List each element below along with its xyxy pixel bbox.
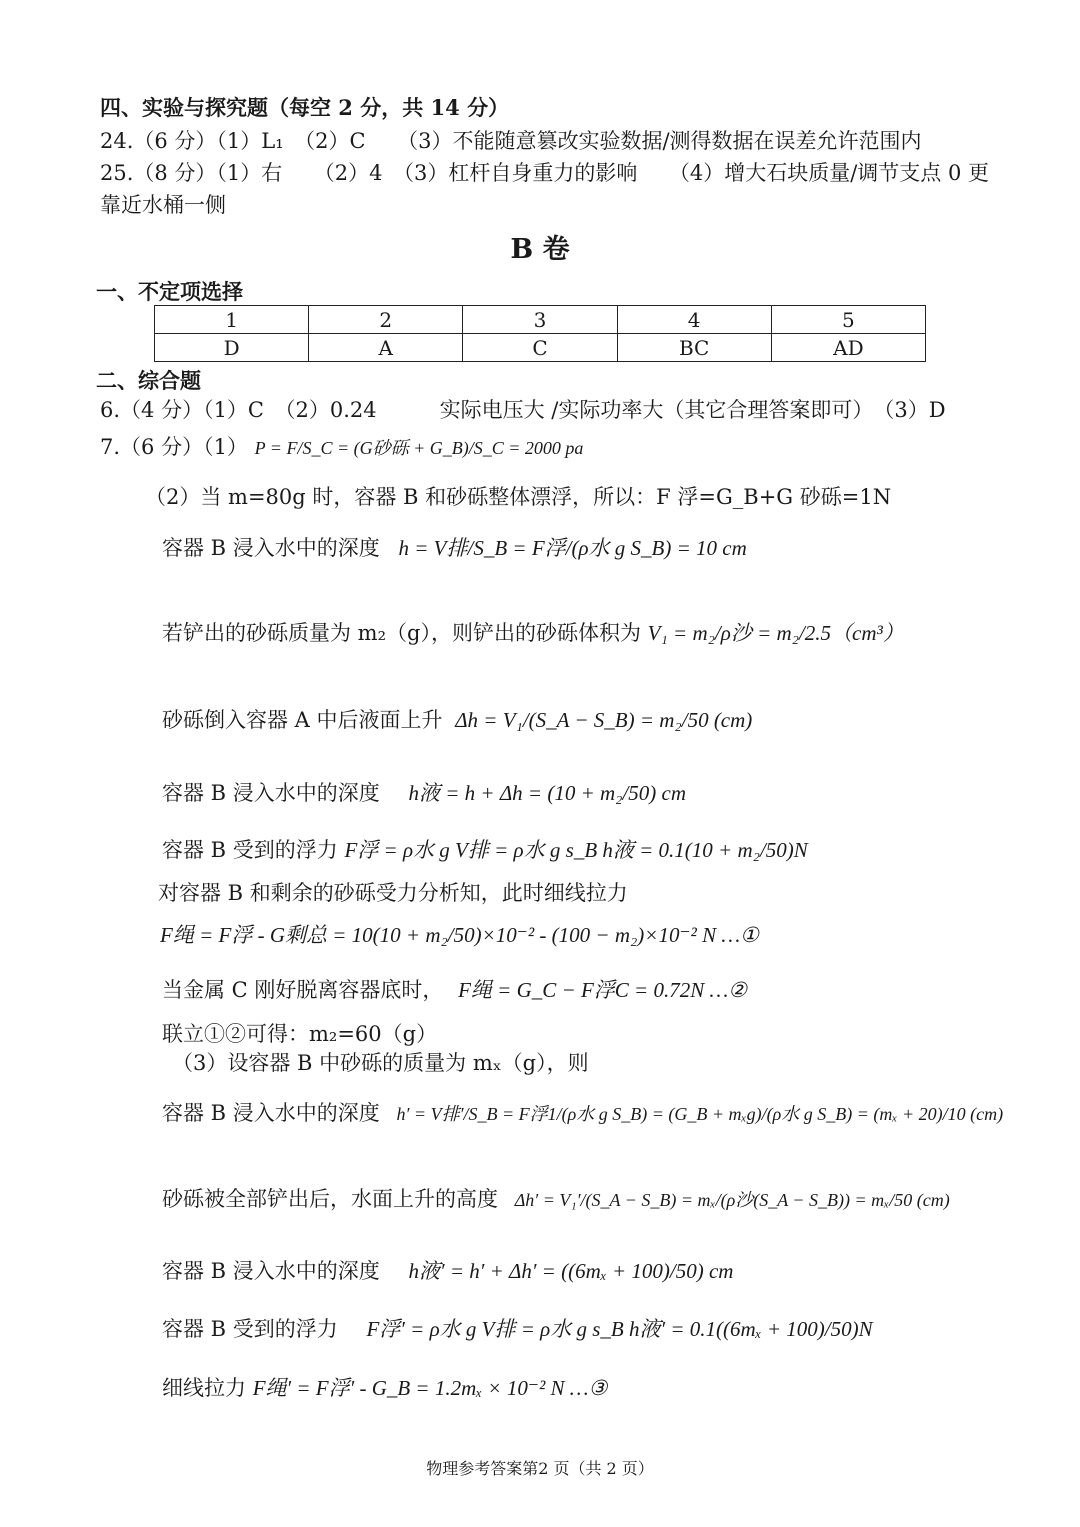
q7-3-depth-line — [162, 1098, 1003, 1129]
q7-3-rise-equation: Δh′ = V₁′/(S_A − S_B) = mₓ/(ρ沙(S_A − S_B)) = mₓ/50 (cm) — [514, 1190, 950, 1210]
q7-2-metal-equation: F绳 = G_C − F浮C = 0.72N …② — [458, 978, 747, 1002]
q7-3-intro: （3）设容器 B 中砂砾的质量为 mₓ（g），则 — [172, 1051, 589, 1075]
q7-2-buoyancy-equation: F浮 = ρ水 g V排 = ρ水 g s_B h液 = 0.1(10 + m₂/50)N — [344, 838, 808, 862]
buoyancy-label: 容器 B 受到的浮力 — [162, 838, 338, 862]
q7-2-tension-equation: F绳 = F浮 - G剩总 = 10(10 + m₂/50)×10⁻² - (100 − m₂)×10⁻² N …① — [160, 923, 759, 947]
q7-intro: 7.（6 分）（1） — [100, 435, 248, 459]
section4-heading: 四、实验与探究题（每空 2 分，共 14 分） — [100, 95, 510, 120]
table-answer-cell: C — [463, 334, 617, 362]
table-header-cell: 3 — [463, 306, 617, 334]
q7-3-depth-equation: h′ = V排′/S_B = F浮1/(ρ水 g S_B) = (G_B + mₓg)/(ρ水 g S_B) = (mₓ + 20)/10 (cm) — [396, 1104, 1004, 1124]
q7-3-tension-equation: F绳′ = F浮′ - G_B = 1.2mₓ × 10⁻² N …③ — [252, 1376, 608, 1400]
q7-2-removed-line — [162, 618, 904, 648]
multiple-choice-answer-table — [154, 305, 926, 362]
q7-3-buoyancy-equation: F浮′ = ρ水 g V排 = ρ水 g s_B h液′ = 0.1((6mₓ + 100)/50)N — [366, 1317, 873, 1341]
q24-answer: 24.（6 分）（1）L₁ （2）C （3）不能随意篡改实验数据/测得数据在误差允许范围内 — [100, 129, 922, 153]
table-header-cell: 2 — [309, 306, 463, 334]
q7-2-result: 联立①②可得：m₂=60（g） — [162, 1022, 438, 1046]
table-header-row — [155, 306, 926, 334]
table-header-cell: 5 — [771, 306, 925, 334]
q7-2-buoyancy-line — [162, 835, 808, 865]
removed-label: 若铲出的砂砾质量为 m₂（g），则铲出的砂砾体积为 — [162, 621, 641, 645]
q7-3-depth2-line — [162, 1256, 733, 1286]
metal-label: 当金属 C 刚好脱离容器底时， — [162, 978, 444, 1002]
q7-3-tension-line — [162, 1373, 607, 1403]
q7-2-removed-equation: V₁ = m₂/ρ沙 = m₂/2.5（cm³） — [647, 621, 904, 645]
q7-2-depth-line — [162, 533, 747, 563]
table-answer-cell: D — [155, 334, 309, 362]
table-answer-cell: BC — [617, 334, 771, 362]
rise-label: 砂砾被全部铲出后，水面上升的高度 — [162, 1187, 498, 1211]
q7-part1 — [100, 432, 583, 463]
table-answer-row — [155, 334, 926, 362]
q7-2-depth2-line — [162, 778, 686, 808]
table-header-cell: 1 — [155, 306, 309, 334]
part1-heading: 一、不定项选择 — [96, 279, 243, 304]
q7-2-depth-equation: h = V排/S_B = F浮/(ρ水 g S_B) = 10 cm — [398, 536, 747, 560]
table-answer-cell: AD — [771, 334, 925, 362]
q7-2-depth2-equation: h液 = h + Δh = (10 + m₂/50) cm — [408, 781, 687, 805]
q7-2-analysis: 对容器 B 和剩余的砂砾受力分析知，此时细线拉力 — [158, 881, 628, 905]
q7-3-depth2-equation: h液′ = h′ + Δh′ = ((6mₓ + 100)/50) cm — [408, 1259, 734, 1283]
rise-label: 砂砾倒入容器 A 中后液面上升 — [162, 708, 443, 732]
q7-3-rise-line — [162, 1184, 950, 1215]
q7-3-buoyancy-line — [162, 1314, 873, 1344]
tension-label: 细线拉力 — [162, 1376, 246, 1400]
page-footer: 物理参考答案第2 页（共 2 页） — [426, 1459, 654, 1478]
buoyancy-label: 容器 B 受到的浮力 — [162, 1317, 338, 1341]
volume-b-title: B 卷 — [510, 234, 570, 265]
q7-2-intro: （2）当 m=80g 时，容器 B 和砂砾整体漂浮，所以：F 浮=G_B+G 砂砾=1N — [145, 485, 892, 509]
part2-heading: 二、综合题 — [96, 368, 201, 393]
q7-2-rise-line — [162, 705, 752, 735]
q25-answer-line2: 靠近水桶一侧 — [100, 193, 226, 217]
table-answer-cell: A — [309, 334, 463, 362]
depth-label: 容器 B 浸入水中的深度 — [162, 536, 380, 560]
q7-2-metal-line — [162, 975, 747, 1005]
depth-label: 容器 B 浸入水中的深度 — [162, 1101, 380, 1125]
q25-answer-line1: 25.（8 分）（1）右 （2）4 （3）杠杆自身重力的影响 （4）增大石块质量/调节支点 0 更 — [100, 161, 990, 185]
q7-1-equation: P = F/S_C = (G砂砾 + G_B)/S_C = 2000 pa — [254, 438, 584, 458]
table-header-cell: 4 — [617, 306, 771, 334]
depth-label: 容器 B 浸入水中的深度 — [162, 781, 380, 805]
q7-2-rise-equation: Δh = V₁/(S_A − S_B) = m₂/50 (cm) — [455, 708, 753, 732]
depth-label: 容器 B 浸入水中的深度 — [162, 1259, 380, 1283]
q6-answer: 6.（4 分）（1）C （2）0.24 实际电压大 /实际功率大（其它合理答案即可） （3）D — [100, 398, 946, 422]
